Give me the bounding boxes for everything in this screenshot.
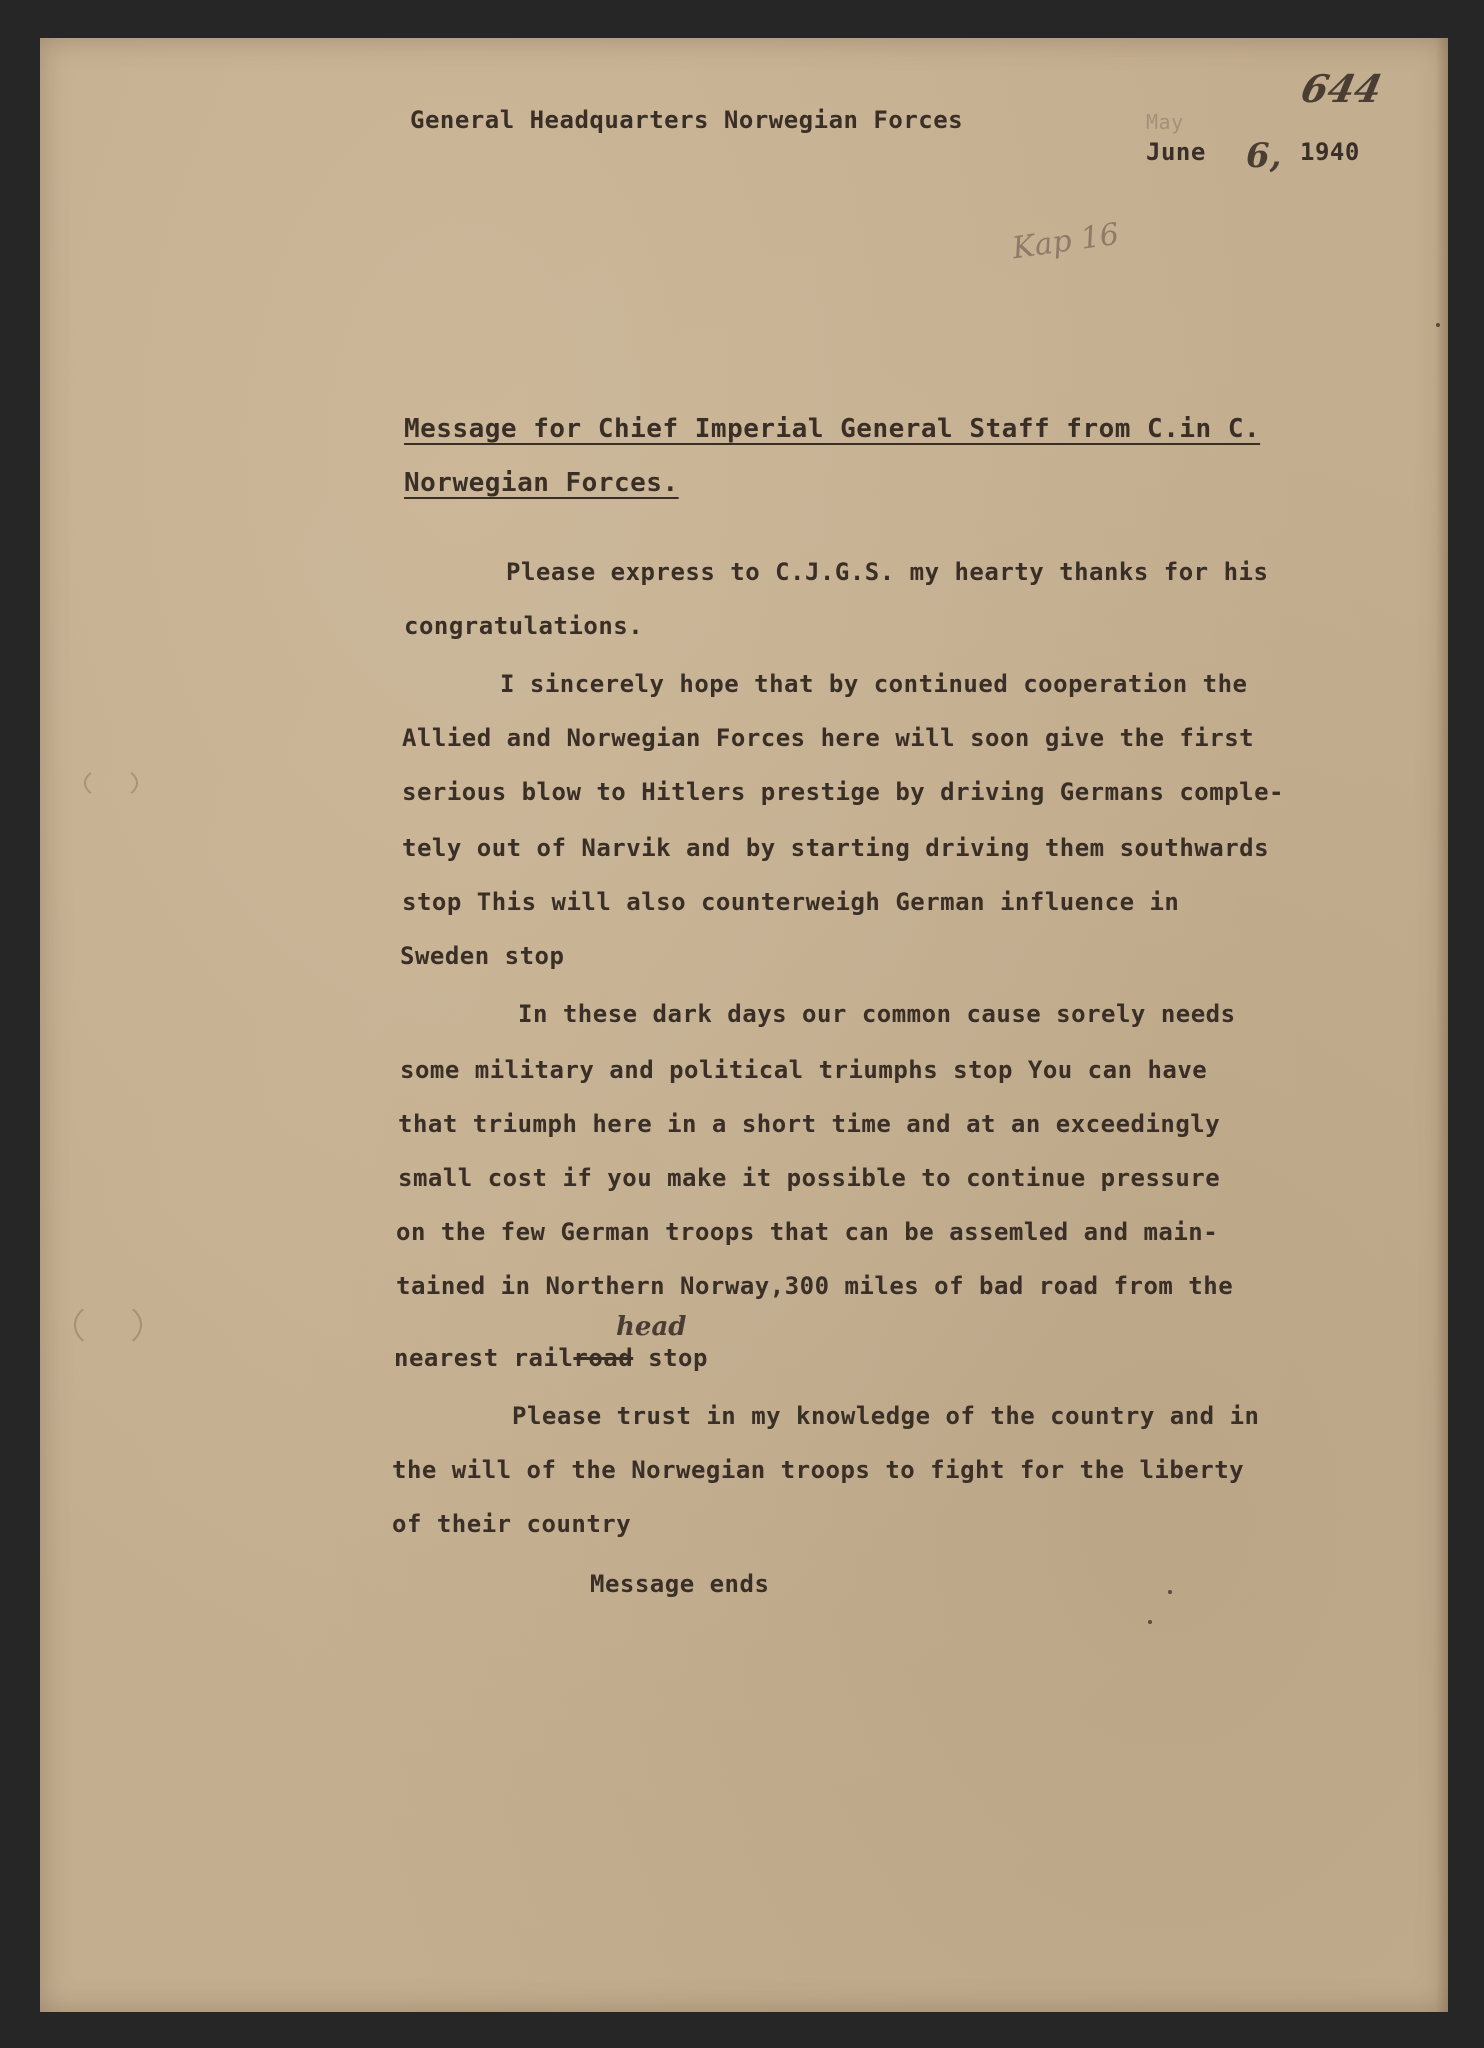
body-line: some military and political triumphs stop You can have [400,1056,1208,1084]
paper-speck [1148,1620,1152,1624]
struck-word: road [573,1344,634,1372]
date-month: June [1146,138,1206,166]
body-line: that triumph here in a short time and at an exceedingly [398,1110,1221,1138]
body-line: stop This will also counterweigh German influence in [402,888,1180,916]
subject-line-2: Norwegian Forces. [404,468,679,498]
page-number-handwritten: 644 [1297,66,1387,111]
body-line: the will of the Norwegian troops to fight for the liberty [392,1456,1245,1484]
body-line: tained in Northern Norway,300 miles of bad road from the [396,1272,1234,1300]
date-year: 1940 [1300,138,1360,166]
body-line: small cost if you make it possible to continue pressure [398,1164,1221,1192]
body-line: Please trust in my knowledge of the country and in [512,1402,1260,1430]
body-line: I sincerely hope that by continued cooperation the [500,670,1248,698]
body-text: nearest rail [394,1344,574,1372]
body-line: tely out of Narvik and by starting driving them southwards [402,834,1270,862]
organization-header: General Headquarters Norwegian Forces [410,106,964,134]
date-day-handwritten: 6, [1246,136,1282,176]
paper-speck [1436,323,1440,327]
document-page [40,38,1448,2012]
date-struck-month: May [1146,110,1184,134]
body-line: of their country [392,1510,632,1538]
body-text: stop [633,1344,708,1372]
body-line: Please express to C.J.G.S. my hearty thanks for his [506,558,1269,586]
punch-hole-mark-upper [84,766,138,800]
subject-line-1: Message for Chief Imperial General Staff from C.in C. [404,414,1261,444]
paper-speck [1168,1590,1172,1594]
archive-note-handwritten: Kap 16 [1010,216,1122,267]
page-edge-shadow [1436,38,1448,2012]
closing-line: Message ends [590,1570,770,1598]
body-line: congratulations. [404,612,644,640]
body-line: serious blow to Hitlers prestige by driving Germans comple- [402,778,1285,806]
body-line: on the few German troops that can be assemled and main- [396,1218,1219,1246]
body-line: Sweden stop [400,942,565,970]
body-line: Allied and Norwegian Forces here will soon give the first [402,724,1255,752]
body-line-with-correction [394,1344,708,1372]
punch-hole-mark-lower [74,1300,142,1350]
body-line: In these dark days our common cause sorely needs [518,1000,1236,1028]
handwritten-correction: head [616,1312,687,1342]
